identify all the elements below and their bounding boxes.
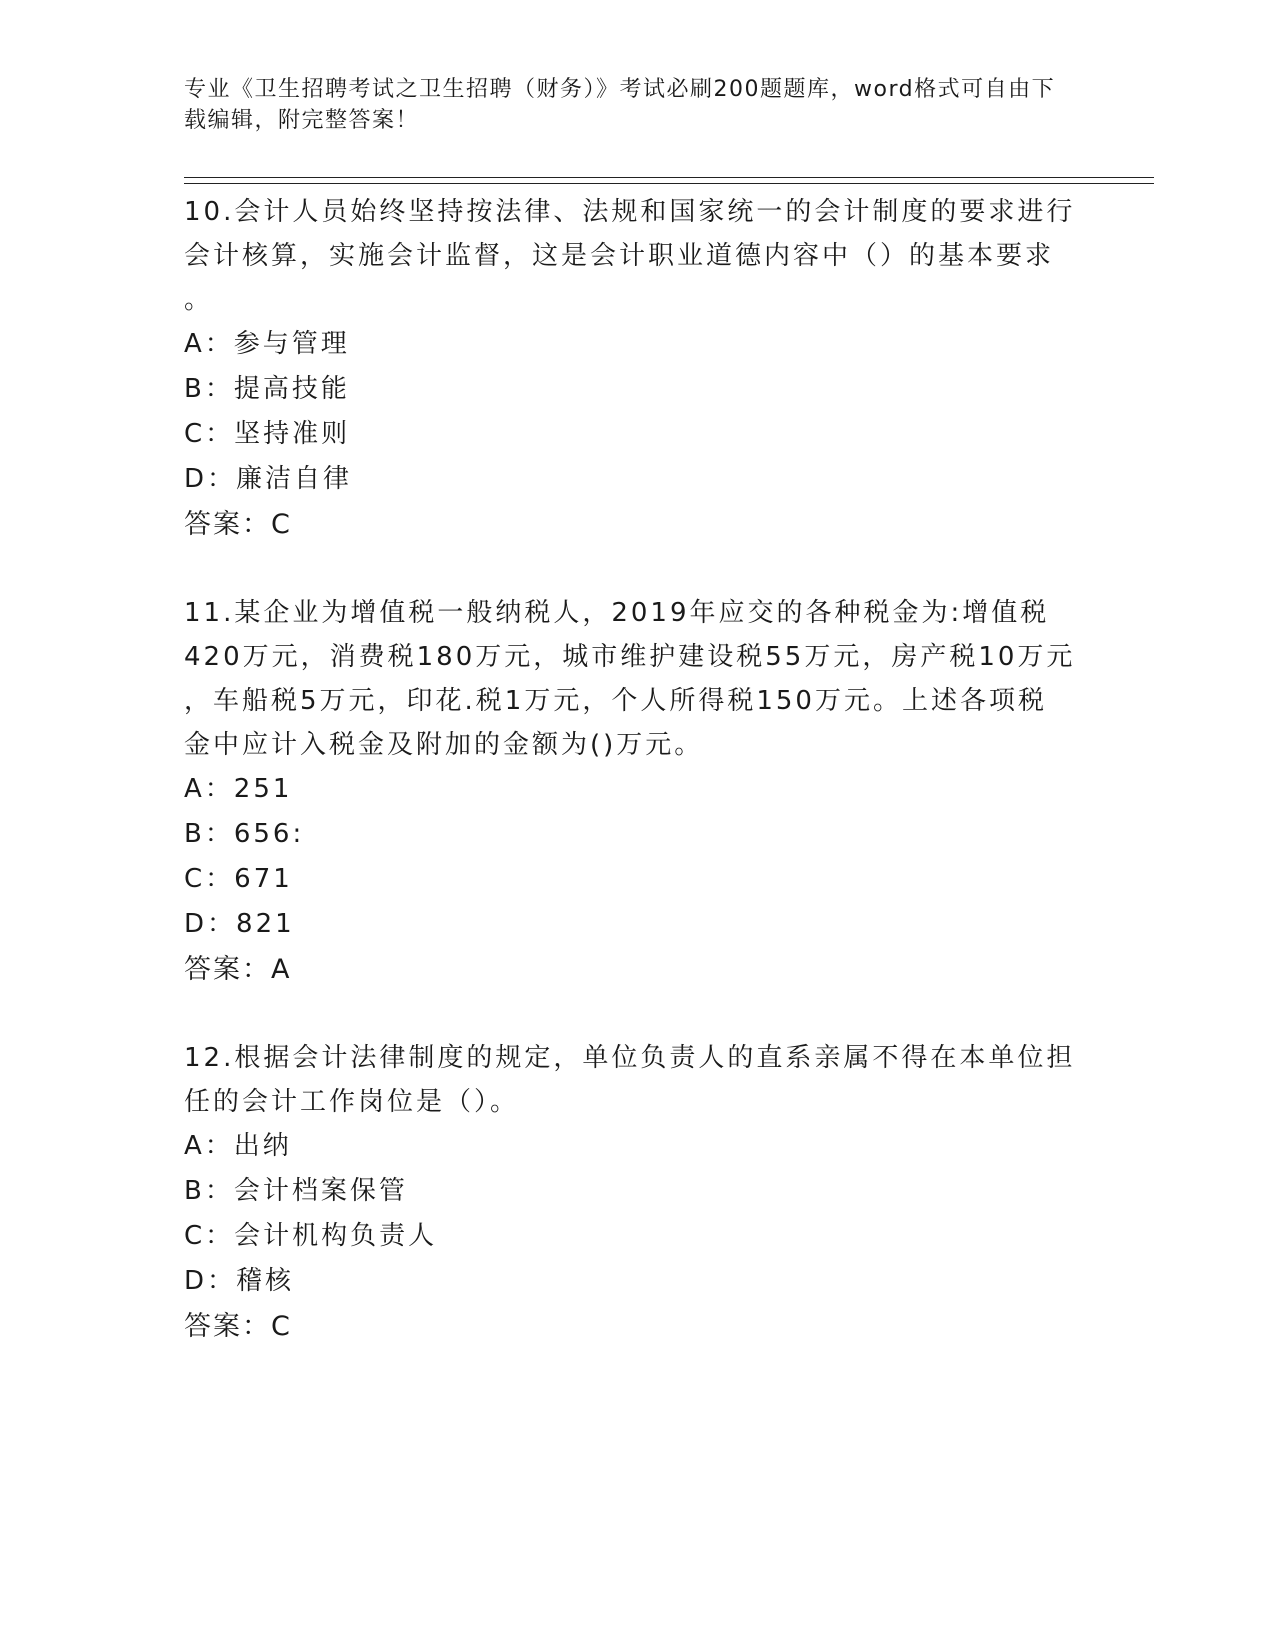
question-list [184, 190, 1084, 1349]
question-stem-line: 任的会计工作岗位是（）。 [184, 1087, 520, 1117]
question-12 [184, 1036, 1084, 1349]
option-a: A：出纳 [184, 1131, 292, 1161]
option-c: C：坚持准则 [184, 419, 351, 449]
question-stem-line: 420万元，消费税180万元，城市维护建设税55万元，房产税10万元 [184, 642, 1076, 672]
option-a: A：251 [184, 774, 293, 804]
question-10 [184, 190, 1084, 547]
option-b: B：会计档案保管 [184, 1176, 408, 1206]
question-spacer [184, 547, 1084, 591]
answer: 答案：A [184, 954, 292, 985]
question-stem-line: 12.根据会计法律制度的规定，单位负责人的直系亲属不得在本单位担 [184, 1043, 1076, 1073]
question-stem-line: ，车船税5万元，印花.税1万元，个人所得税150万元。上述各项税 [184, 686, 1047, 716]
header-divider-bottom [184, 183, 1154, 184]
question-11 [184, 591, 1084, 992]
question-spacer [184, 992, 1084, 1036]
option-c: C：671 [184, 864, 293, 894]
option-d: D：稽核 [184, 1266, 295, 1296]
option-b: B：提高技能 [184, 374, 350, 404]
question-stem-line: 。 [184, 285, 214, 315]
option-d: D：821 [184, 909, 295, 939]
answer: 答案：C [184, 1311, 292, 1342]
question-stem-line: 10.会计人员始终坚持按法律、法规和国家统一的会计制度的要求进行 [184, 197, 1076, 227]
option-b: B：656: [184, 819, 305, 849]
answer: 答案：C [184, 509, 292, 540]
option-d: D：廉洁自律 [184, 464, 353, 494]
header-divider-top [184, 177, 1154, 178]
option-a: A：参与管理 [184, 329, 350, 359]
question-stem-line: 11.某企业为增值税一般纳税人，2019年应交的各种税金为:增值税 [184, 598, 1050, 628]
question-stem-line: 会计核算，实施会计监督，这是会计职业道德内容中（）的基本要求 [184, 241, 1055, 271]
question-stem-line: 金中应计入税金及附加的金额为()万元。 [184, 730, 704, 760]
document-header: 专业《卫生招聘考试之卫生招聘（财务）》考试必刷200题题库，word格式可自由下载编辑，附完整答案！ [184, 77, 1056, 133]
option-c: C：会计机构负责人 [184, 1221, 438, 1251]
